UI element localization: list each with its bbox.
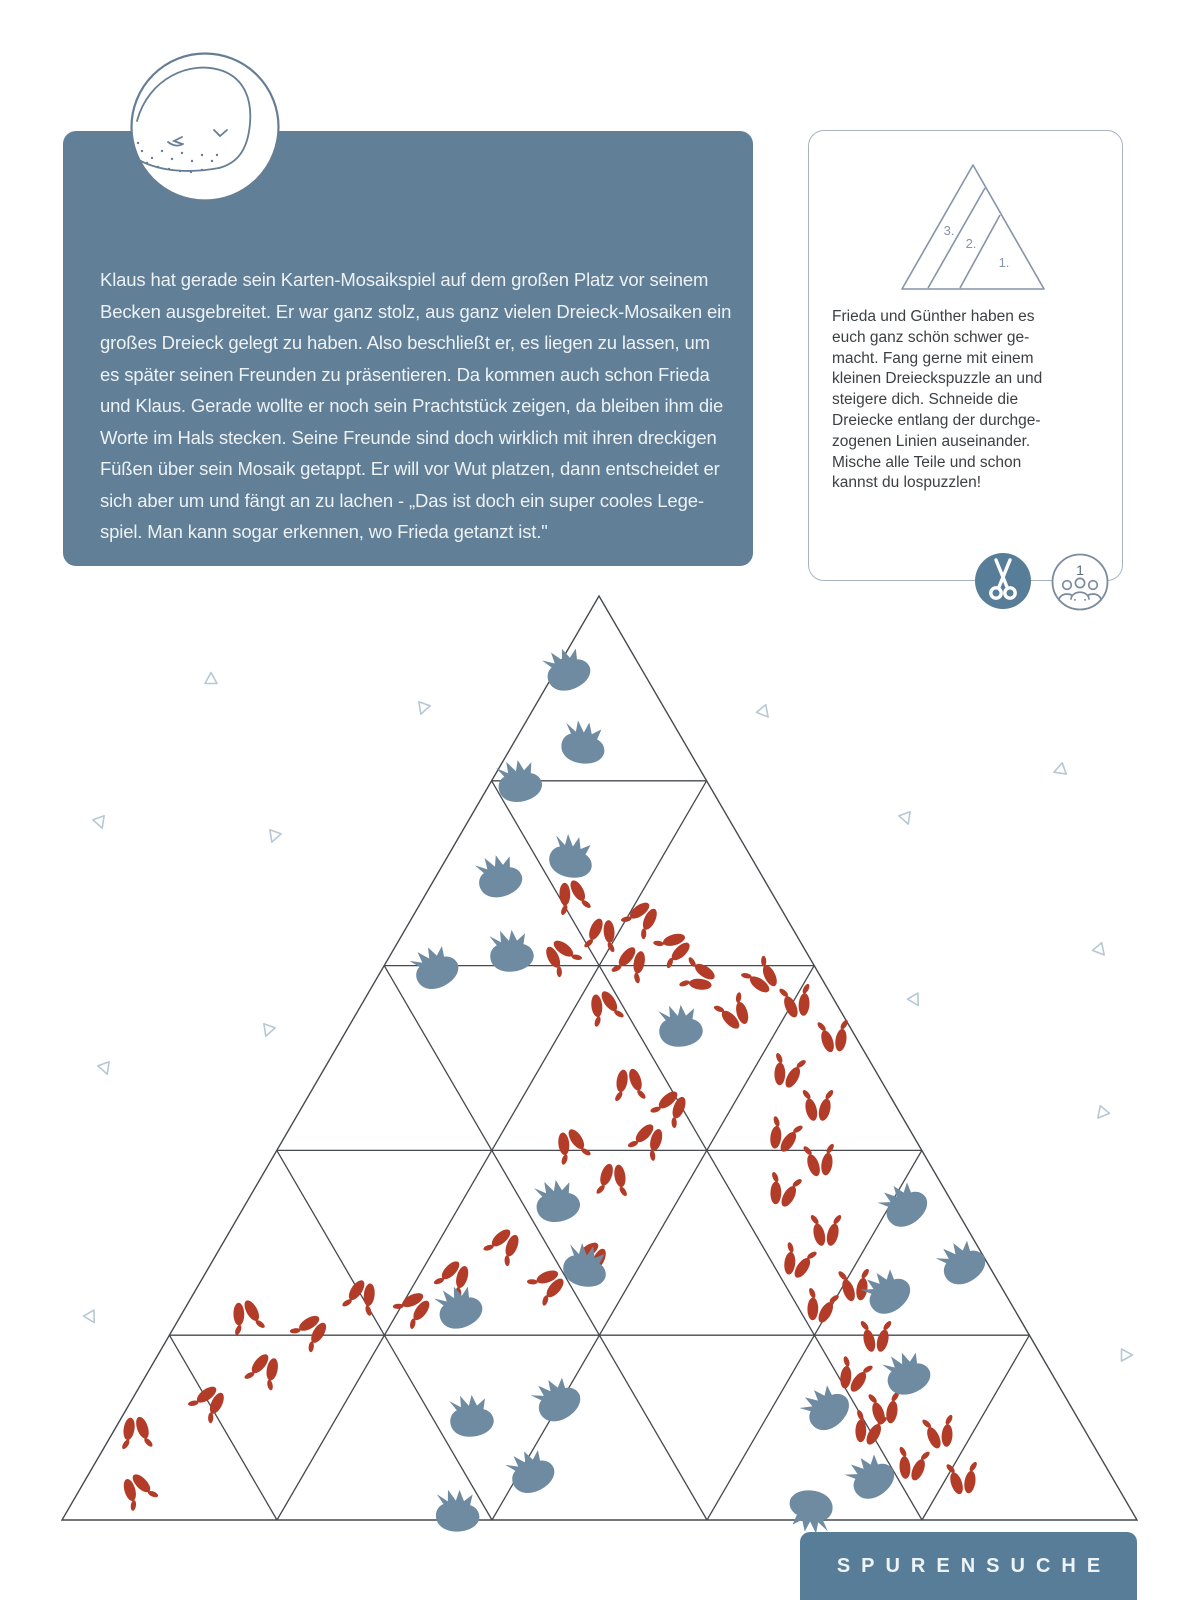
deco-triangle-icon <box>260 1024 275 1038</box>
story-line: spiel. Man kann sogar erkennen, wo Frieda getanzt ist." <box>100 521 548 542</box>
info-line: zogenen Linien auseinander. <box>832 432 1031 450</box>
diagram-label-1: 1. <box>998 255 1010 270</box>
info-line: Dreiecke entlang der durchge- <box>832 411 1041 429</box>
blue-goose-print <box>547 831 597 880</box>
deco-triangle-icon <box>1093 943 1109 959</box>
diagram-label-2: 2. <box>965 236 977 251</box>
blue-goose-print <box>655 1001 705 1050</box>
blue-goose-print <box>486 926 536 975</box>
page-title: SPURENSUCHE <box>836 1554 1112 1577</box>
blue-goose-print <box>538 640 595 697</box>
red-hoofprint <box>738 953 785 1000</box>
blue-goose-print <box>931 1232 991 1292</box>
red-hoofprint <box>583 986 626 1029</box>
info-line: kleinen Dreieckspuzzle an und <box>832 370 1043 388</box>
info-line: Frieda und Günther haben es <box>832 308 1035 325</box>
grid-line <box>492 966 814 1520</box>
scissors-icon <box>975 553 1031 609</box>
red-hoofprint <box>538 933 585 980</box>
story-line: Worte im Hals stecken. Seine Freunde sind doch wirklich mit ihren dreckigen <box>100 426 717 448</box>
red-hoofprint <box>776 1240 819 1283</box>
info-line: steigere dich. Schneide die <box>832 391 1019 409</box>
red-hoofprint <box>920 1413 959 1452</box>
red-hoofprint <box>595 1162 631 1198</box>
deco-triangle-icon <box>1052 763 1066 778</box>
red-hoofprint <box>816 1018 852 1054</box>
mascot-illustration <box>128 51 282 205</box>
sleeping-hippo-icon <box>131 54 279 201</box>
grid-line <box>922 1335 1029 1520</box>
blue-goose-print <box>526 1369 586 1429</box>
deco-triangle-icon <box>98 1062 113 1076</box>
story-line: es später seinen Freunden zu präsentieren. Da kommen auch schon Frieda <box>100 363 710 385</box>
deco-triangle-icon <box>757 705 773 721</box>
red-hoofprint <box>859 1320 892 1353</box>
blue-goose-print <box>787 1489 834 1535</box>
deco-triangle-icon <box>415 702 430 716</box>
red-hoofprint <box>481 1222 527 1268</box>
blue-goose-print <box>446 1391 496 1440</box>
red-hoofprint <box>648 1084 694 1130</box>
deco-triangle-icon <box>205 673 217 684</box>
red-hoofprint <box>651 925 697 971</box>
players-icon <box>1053 555 1108 610</box>
red-hoofprint <box>242 1348 286 1392</box>
red-hoofprint <box>550 1124 593 1167</box>
scissors-badge <box>971 549 1035 613</box>
deco-triangle-icon <box>84 1310 100 1326</box>
red-hoofprint <box>390 1285 437 1332</box>
deco-triangle-icon <box>266 830 281 844</box>
blue-goose-print <box>530 1174 583 1226</box>
players-badge <box>1050 552 1110 612</box>
red-hoofprint <box>767 1051 808 1092</box>
story-line: Klaus hat gerade sein Karten-Mosaikspiel auf dem großen Platz vor seinem <box>100 269 709 290</box>
blue-goose-print <box>878 1344 935 1401</box>
red-hoofprint <box>777 982 816 1021</box>
info-line: kannst du lospuzzlen! <box>832 474 982 492</box>
puzzle-outline <box>62 596 1137 1520</box>
blue-goose-print <box>405 938 464 996</box>
info-line: Mische alle Teile und schon <box>832 453 1022 471</box>
deco-triangle-icon <box>908 993 924 1009</box>
story-line: und Klaus. Gerade wollte er noch sein Prachtstück zeigen, da bleiben ihm die <box>100 395 724 416</box>
blue-goose-print <box>471 848 526 903</box>
info-line: macht. Fang gerne mit einem <box>832 349 1034 367</box>
story-line: großes Dreieck gelegt zu haben. Also beschließt er, es liegen zu lassen, um <box>100 332 710 353</box>
story-line: Füßen über sein Mosaik getappt. Er will vor Wut platzen, dann entscheidet er <box>100 458 720 479</box>
red-hoofprint <box>711 990 757 1036</box>
red-hoofprint <box>837 1267 873 1303</box>
red-hoofprint <box>287 1308 334 1355</box>
red-hoofprint <box>802 1142 838 1178</box>
grid-line <box>384 966 707 1520</box>
blue-goose-print <box>501 1442 560 1500</box>
red-hoofprint <box>763 1170 804 1211</box>
diagram-label-3: 3. <box>943 223 955 238</box>
red-hoofprint <box>582 915 621 954</box>
red-hoofprint <box>618 895 665 942</box>
red-hoofprint <box>893 1445 932 1484</box>
red-hoofprint <box>801 1089 834 1122</box>
red-hoofprint <box>611 1067 647 1103</box>
players-count: 1 <box>1076 562 1084 578</box>
deco-triangle-icon <box>1093 1106 1109 1122</box>
red-hoofprint <box>609 941 653 985</box>
deco-triangle-icon <box>899 812 914 826</box>
deco-triangle-icon <box>93 816 108 830</box>
red-hoofprint <box>625 1118 671 1164</box>
red-hoofprint <box>115 1468 161 1514</box>
blue-goose-print <box>840 1446 901 1506</box>
red-hoofprint <box>945 1460 981 1496</box>
info-line: euch ganz schön schwer ge- <box>832 328 1030 346</box>
red-hoofprint <box>226 1296 267 1337</box>
blue-goose-print <box>560 719 607 765</box>
red-hoofprint <box>118 1415 154 1451</box>
red-hoofprint <box>809 1214 842 1247</box>
deco-triangle-icon <box>1122 1349 1133 1361</box>
red-hoofprint <box>677 955 720 998</box>
story-line: sich aber um und fängt an zu lachen - „Das ist doch ein super cooles Lege- <box>100 489 704 511</box>
blue-goose-print <box>434 1487 481 1533</box>
story-line: Becken ausgebreitet. Er war ganz stolz, aus ganz vielen Dreieck-Mosaiken ein <box>100 300 732 322</box>
red-hoofprint <box>552 876 593 917</box>
